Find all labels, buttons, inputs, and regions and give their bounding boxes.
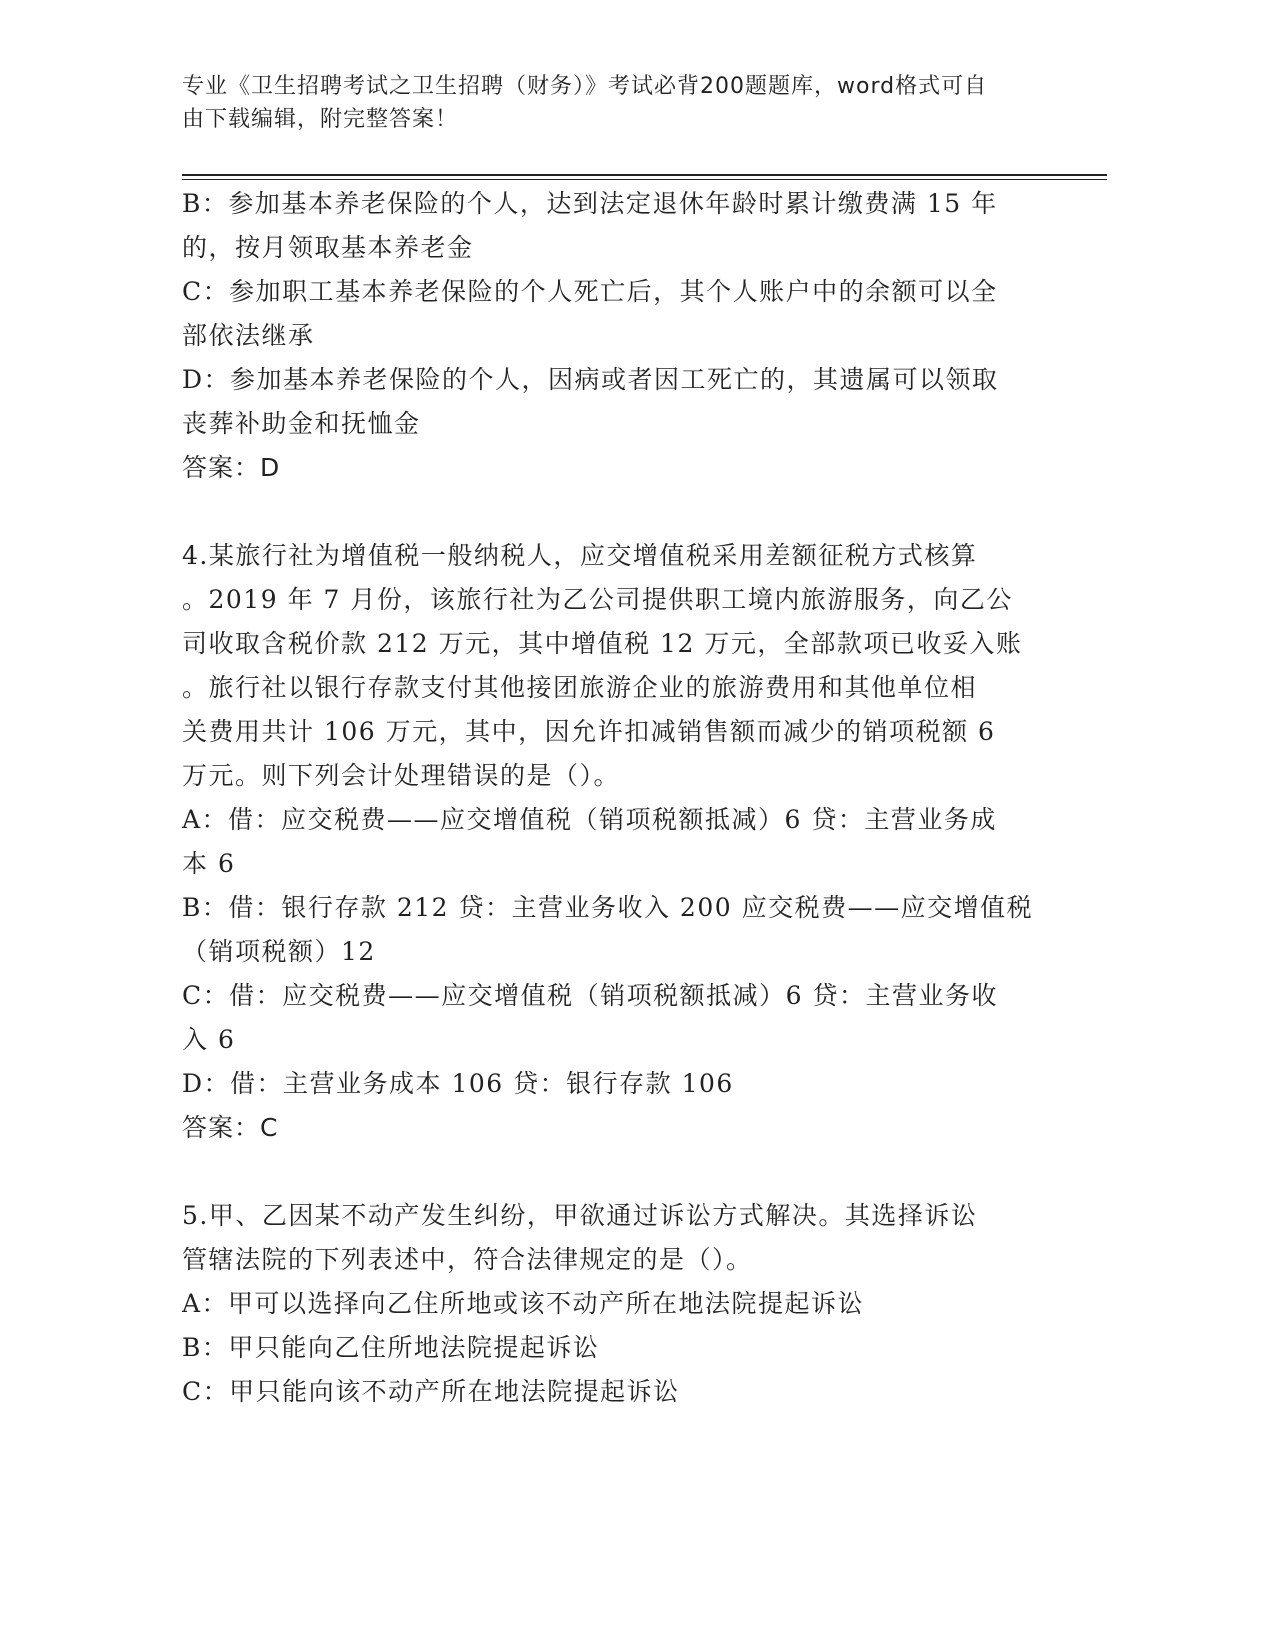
header-divider-thin (182, 179, 1107, 180)
q3-option-d-line-2: 丧葬补助金和抚恤金 (182, 409, 421, 438)
q4-stem-line-6: 万元。则下列会计处理错误的是（）。 (182, 761, 621, 790)
question-4 (182, 534, 1037, 1150)
q4-option-a-line-2: 本 6 (182, 849, 236, 878)
q5-option-a-line-1: A：甲可以选择向乙住所地或该不动产所在地法院提起诉讼 (182, 1289, 865, 1318)
q3-answer: 答案：D (182, 453, 281, 482)
question-5 (182, 1194, 1037, 1414)
q3-option-b-line-1: B：参加基本养老保险的个人，达到法定退休年龄时累计缴费满 15 年 (182, 189, 998, 218)
header-line-2: 由下载编辑，附完整答案！ (182, 107, 459, 132)
document-body (182, 182, 1037, 1414)
q4-option-a-line-1: A：借：应交税费——应交增值税（销项税额抵减）6 贷：主营业务成 (182, 805, 997, 834)
q4-stem-line-1: 4.某旅行社为增值税一般纳税人，应交增值税采用差额征税方式核算 (182, 541, 978, 570)
q3-option-c-line-1: C：参加职工基本养老保险的个人死亡后，其个人账户中的余额可以全 (182, 277, 998, 306)
spacer (182, 490, 1037, 534)
header-divider-thick (182, 174, 1107, 176)
q3-option-b-line-2: 的，按月领取基本养老金 (182, 233, 474, 262)
q3-option-c-line-2: 部依法继承 (182, 321, 315, 350)
q5-option-b-line-1: B：甲只能向乙住所地法院提起诉讼 (182, 1333, 600, 1362)
q4-stem-line-4: 。旅行社以银行存款支付其他接团旅游企业的旅游费用和其他单位相 (182, 673, 978, 702)
q4-stem-line-2: 。2019 年 7 月份，该旅行社为乙公司提供职工境内旅游服务，向乙公 (182, 585, 1013, 614)
q4-option-b-line-1: B：借：银行存款 212 贷：主营业务收入 200 应交税费——应交增值税 (182, 893, 1034, 922)
q4-stem-line-3: 司收取含税价款 212 万元，其中增值税 12 万元，全部款项已收妥入账 (182, 629, 1023, 658)
q4-option-c-line-1: C：借：应交税费——应交增值税（销项税额抵减）6 贷：主营业务收 (182, 981, 998, 1010)
document-header (182, 70, 1062, 136)
q4-answer: 答案：C (182, 1113, 279, 1142)
q4-option-b-line-2: （销项税额）12 (182, 937, 376, 966)
q5-option-c-line-1: C：甲只能向该不动产所在地法院提起诉讼 (182, 1377, 680, 1406)
q4-stem-line-5: 关费用共计 106 万元，其中，因允许扣减销售额而减少的销项税额 6 (182, 717, 996, 746)
header-line-1: 专业《卫生招聘考试之卫生招聘（财务）》考试必背200题题库，word格式可自 (182, 74, 988, 99)
spacer (182, 1150, 1037, 1194)
q5-stem-line-1: 5.甲、乙因某不动产发生纠纷，甲欲通过诉讼方式解决。其选择诉讼 (182, 1201, 978, 1230)
question-3-options (182, 182, 1037, 490)
q4-option-d-line-1: D：借：主营业务成本 106 贷：银行存款 106 (182, 1069, 734, 1098)
q3-option-d-line-1: D：参加基本养老保险的个人，因病或者因工死亡的，其遗属可以领取 (182, 365, 999, 394)
q4-option-c-line-2: 入 6 (182, 1025, 236, 1054)
q5-stem-line-2: 管辖法院的下列表述中，符合法律规定的是（）。 (182, 1245, 753, 1274)
